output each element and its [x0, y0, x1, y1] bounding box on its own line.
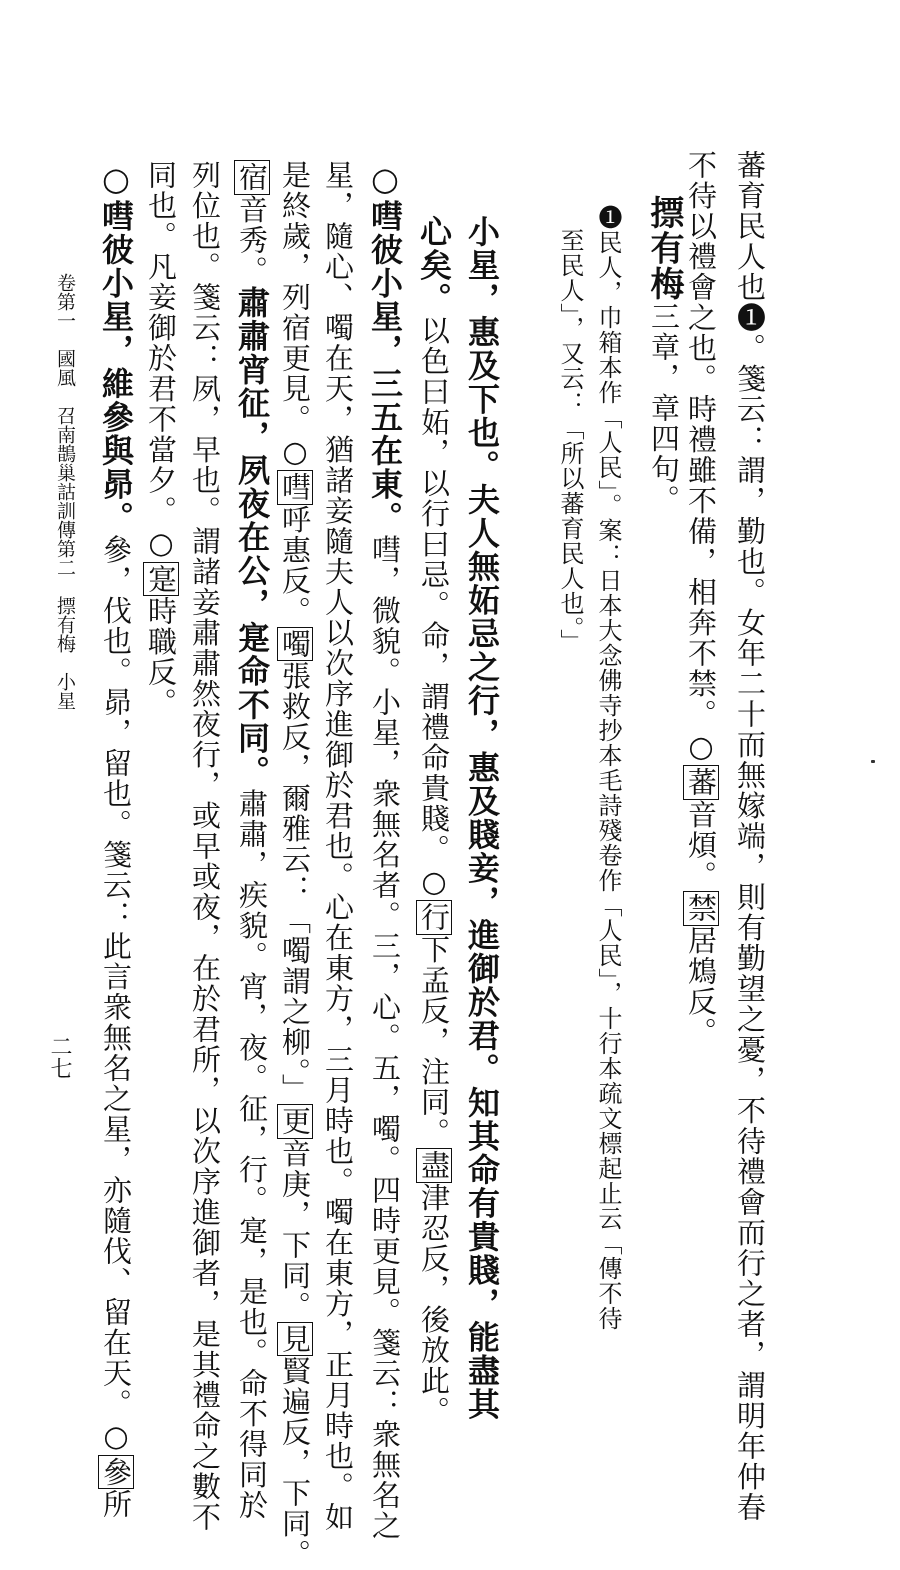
- text-column: [144, 160, 178, 718]
- text-segment: 列位也。箋云：夙，早也。謂諸妾肅肅然夜行，或早或夜，在於君所，以次序進御者，是其禮命之數不: [188, 160, 222, 1533]
- text-segment: 下孟反，注同。: [417, 934, 451, 1148]
- text-column: [233, 160, 271, 1521]
- text-segment: 以色曰妬，以行曰忌。命，謂禮命貴賤。○: [417, 315, 451, 900]
- text-column: [278, 160, 312, 1570]
- bold-text: 小星，惠及下也。夫人無妬忌之行，惠及賤妾，進御於君。知其命有貴賤，能盡其: [463, 215, 501, 1421]
- text-segment: 音秀。: [235, 194, 269, 286]
- text-segment: 津忍反，後放此。: [417, 1182, 451, 1427]
- text-segment: 同也。凡妾御於君不當夕。○: [144, 160, 178, 562]
- text-segment: 音庚，下同。: [278, 1138, 312, 1322]
- text-segment: 音煩。: [684, 799, 718, 891]
- boxed-character: 盡: [417, 1150, 451, 1181]
- text-segment: 嘒，微貌。小星，衆無名者。三，心。五，噣。四時更見。箋云：衆無名之: [368, 534, 402, 1541]
- boxed-character: 行: [417, 902, 451, 933]
- text-column: [684, 150, 718, 1048]
- poem-title: 摽有梅: [644, 195, 684, 302]
- text-segment: 參，伐也。昴，留也。箋云：此言衆無名之星，亦隨伐、留在天。○: [99, 534, 133, 1455]
- boxed-character: 禁: [684, 893, 718, 924]
- text-segment: 肅肅，疾貌。宵，夜。征，行。寔，是也。命不得同於: [235, 788, 269, 1521]
- text-segment: 蕃育民人也❶。箋云：謂，勤也。女年二十而無嫁端，則有勤望之憂，不待禮會而行之者，謂明年仲春: [733, 150, 767, 1523]
- running-head: 卷第一 國風 召南鵲巢詁訓傳第二 摽有梅 小星: [54, 273, 76, 710]
- text-segment: 呼惠反。: [278, 504, 312, 627]
- text-column: [366, 160, 404, 1541]
- text-column: [644, 195, 684, 515]
- boxed-character: 嘒: [278, 472, 312, 503]
- boxed-character: 參: [99, 1456, 133, 1487]
- text-segment: 星，隨心、噣在天，猶諸妾隨夫人以次序進御於君也。心在東方，三月時也。噣在東方，正月時也。如: [321, 160, 355, 1533]
- text-column: [97, 160, 135, 1520]
- boxed-character: 宿: [235, 162, 269, 193]
- text-column: [321, 160, 355, 1533]
- boxed-character: 蕃: [684, 767, 718, 798]
- bold-text: ○嘒彼小星，三五在東。: [366, 160, 404, 535]
- text-segment: 是終歲，列宿更見。○: [278, 160, 312, 470]
- bold-text: 心矣。: [415, 215, 453, 316]
- text-segment: 至民人」，又云：「所以蕃育民人也。」: [556, 228, 584, 654]
- text-segment: 張救反，爾雅云：「噣謂之柳。」: [278, 661, 312, 1104]
- boxed-character: 寔: [144, 563, 178, 594]
- text-column: [463, 215, 501, 1421]
- bold-text: 肅肅宵征，夙夜在公，寔命不同。: [233, 286, 271, 789]
- text-segment: ❶民人，巾箱本作「人民」。案：日本大念佛寺抄本毛詩殘卷作「人民」，十行本疏文標起止云「傳不待: [594, 205, 622, 1331]
- text-column: [188, 160, 222, 1533]
- text-segment: 不待以禮會之也。時禮雖不備，相奔不禁。○: [684, 150, 718, 765]
- text-segment: 居鴆反。: [684, 925, 718, 1048]
- text-segment: 時職反。: [144, 596, 178, 718]
- text-column: [733, 150, 767, 1523]
- page-number: 二七: [47, 1035, 72, 1079]
- text-segment: 賢遍反，下同。: [278, 1356, 312, 1570]
- footnote-column: [596, 205, 620, 1331]
- bold-text: ○嘒彼小星，維參與昴。: [97, 160, 135, 535]
- ink-speck: [871, 760, 875, 763]
- text-segment: 所: [99, 1489, 133, 1520]
- text-column: [415, 215, 453, 1427]
- boxed-character: 噣: [278, 628, 312, 659]
- footnote-column: [558, 228, 582, 654]
- text-segment: 三章，章四句。: [647, 301, 681, 515]
- boxed-character: 更: [278, 1106, 312, 1137]
- boxed-character: 見: [278, 1323, 312, 1354]
